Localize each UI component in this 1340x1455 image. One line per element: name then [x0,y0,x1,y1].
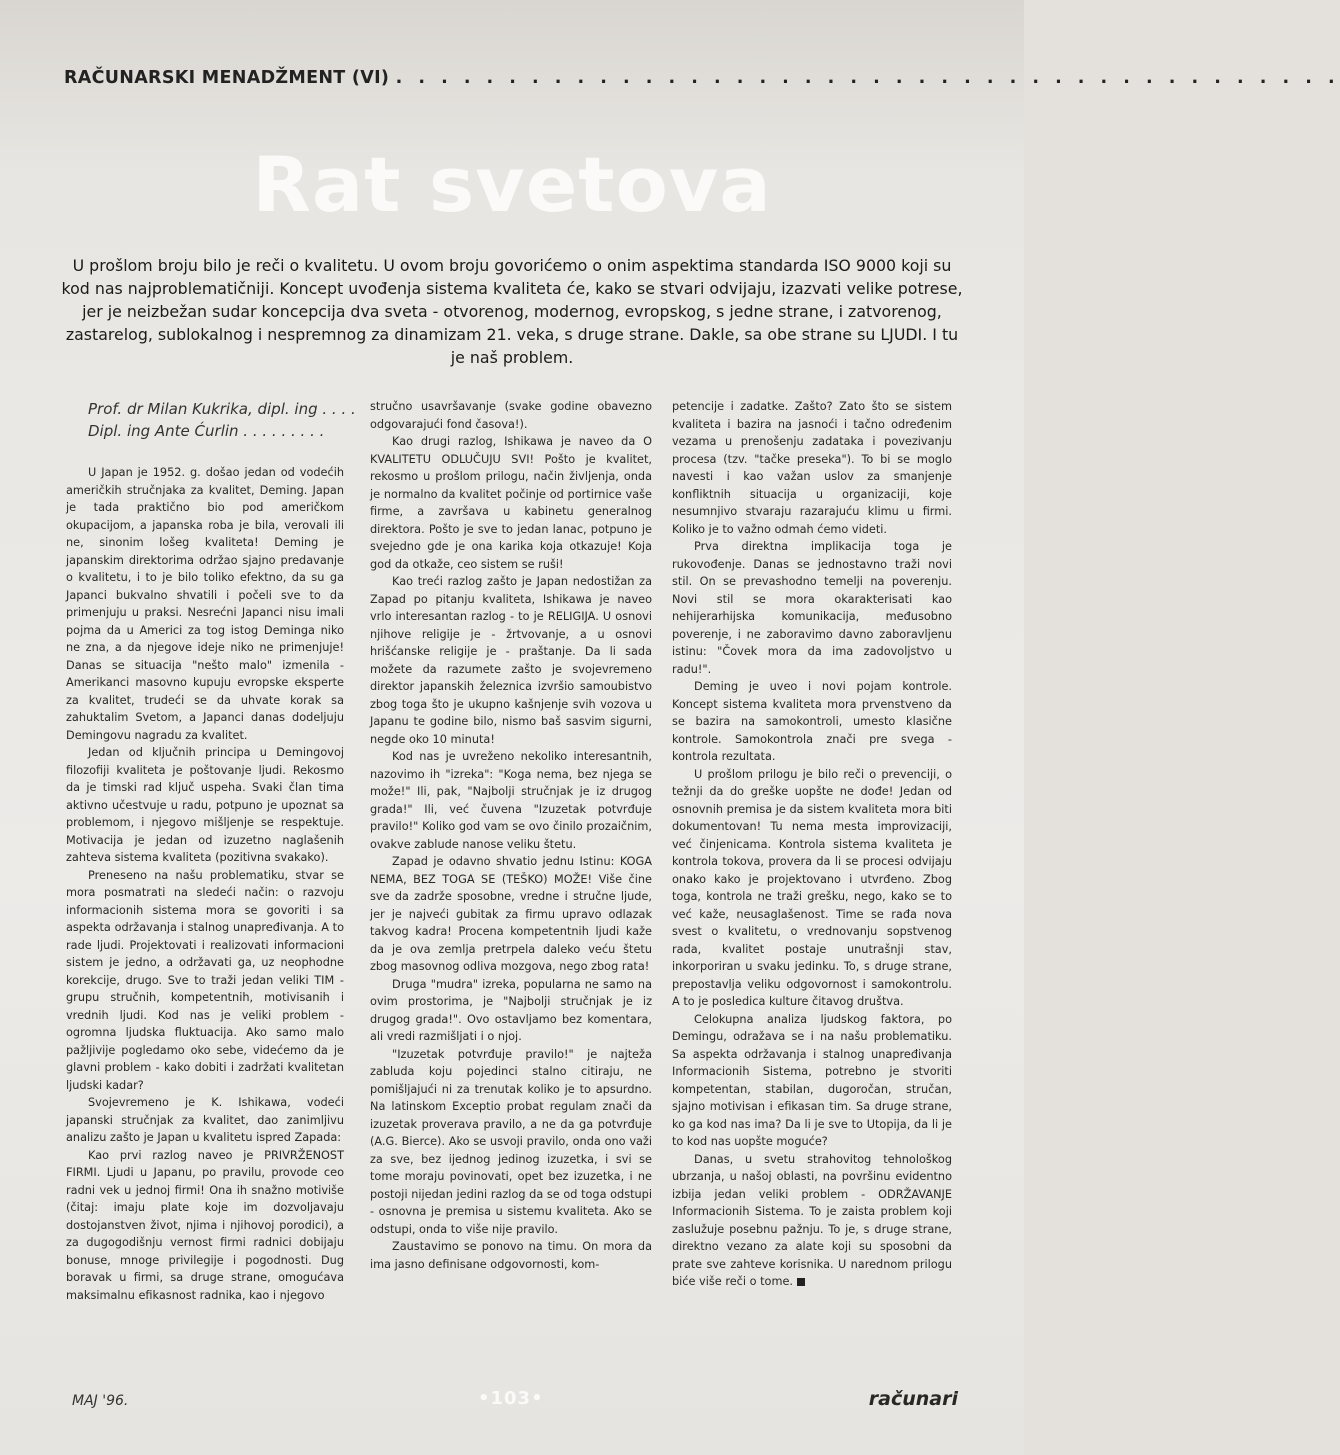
author-2: Dipl. ing Ante Ćurlin . . . . . . . . . [88,422,325,440]
column-2 [370,398,652,1273]
paragraph: Jedan od ključnih principa u Demingovoj filozofiji kvaliteta je poštovanje ljudi. Rekosmo da je timski rad ključ uspeha. Svaki član tima aktivno učestvuje u radu, potpuno je upoznat sa problemom, i njegovo mišljenje se respektuje. Motivacija je jedan od izuzetno naglašenih zahteva sistema kvaliteta (pozitivna svakako). [66,746,344,864]
paragraph: Zapad je odavno shvatio jednu Istinu: KOGA NEMA, BEZ TOGA SE (TEŠKO) MOŽE! Više čine sve da zadrže sposobne, vredne i stručne ljude, jer je najveći gubitak za firmu upravo odlazak takvog kadra! Procena kompetentnih ljudi kaže da je ova zemlja pretrpela daleko veću štetu zbog masovnog odliva mozgova, nego zbog rata! [370,855,652,973]
series-title: RAČUNARSKI MENADŽMENT (VI) [64,68,390,88]
paragraph: Prva direktna implikacija toga je rukovođenje. Danas se jednostavno traži novi stil. On se prevashodno temelji na poverenju. Novi stil se mora okarakterisati kao nehijerarhijska komunikacija, međusobno poverenje, i ne zaboravimo davno zaboravljenu istinu: "Čovek mora da ima zadovoljstvo u radu!". [672,540,952,676]
paragraph: stručno usavršavanje (svake godine obavezno odgovarajući fond časova!). [370,400,652,431]
paragraph: Deming je uveo i novi pojam kontrole. Koncept sistema kvaliteta mora prvenstveno da se bazira na samokontroli, umesto klasične kontrole. Samokontrola znači pre svega - kontrola rezultata. [672,680,952,763]
article-lead: U prošlom broju bilo je reči o kvalitetu. U ovom broju govorićemo o onim aspektima standarda ISO 9000 koji su kod nas najproblematičniji. Koncept uvođenja sistema kvaliteta će, kako se stvari odvijaju, izazvati velike potrese, jer je neizbežan sudar koncepcija dva sveta - otvorenog, modernog, evropskog, s jedne strane, i zatvorenog, zastarelog, sublokalnog i nespremnog za dinamizam 21. veka, s druge strane. Dakle, sa obe strane su LJUDI. I tu je naš problem. [61,256,963,367]
paragraph: U Japan je 1952. g. došao jedan od vodećih američkih stručnjaka za kvalitet, Deming. Japan je tada praktično bio pod američkom okupacijom, a japanska roba je bila, verovali ili ne, sinonim lošeg kvaliteta! Deming je japanskim direktorima održao sjajno predavanje o kvalitetu, i to je bilo toliko efektno, da su ga Japanci bukvalno shvatili i počeli sve to da primenjuju u praksi. Nesrećni Japanci nisu imali pojma da u Americi za tog istog Deminga niko ne zna, a da njegove ideje niko ne primenjuje! Danas se situacija "nešto malo" izmenila - Amerikanci masovno kupuju evropske eksperte za kvalitet, trudeći se da uhvate korak sa zahuktalim Svetom, a Japanci danas dodeljuju Demingovu nagradu za kvalitet. [66,466,344,742]
author-1: Prof. dr Milan Kukrika, dipl. ing . . . . [88,400,356,418]
author-block [66,398,356,442]
paragraph: Zaustavimo se ponovo na timu. On mora da ima jasno definisane odgovornosti, kom- [370,1240,652,1271]
end-of-article-mark [797,1278,805,1286]
header-dots: . . . . . . . . . . . . . . . . . . . . . . . . . . . . . . . . . . . . . . . . . . [395,68,1340,88]
paragraph: Celokupna analiza ljudskog faktora, po Demingu, odražava se i na našu problematiku. Sa aspekta održavanja i stalnog unapređivanja Informacionih Sistema, potrebno je stvoriti kompetentan, stabilan, dugoročan, stručan, sjajno motivisan i efikasan tim. Sa druge strane, ko ga kod nas ima? Da li je sve to Utopija, da li je to kod nas uopšte moguće? [672,1012,952,1148]
paragraph: Svojevremeno je K. Ishikawa, vodeći japanski stručnjak za kvalitet, dao zanimljivu analizu zašto je Japan u kvalitetu ispred Zapada: [66,1096,344,1144]
paragraph: Kao drugi razlog, Ishikawa je naveo da O KVALITETU ODLUČUJU SVI! Pošto je kvalitet, rekosmo u prošlom prilogu, način življenja, onda je normalno da kvalitet počinje od portirnice vaše firme, a završava u kabinetu generalnog direktora. Pošto je sve to jedan lanac, potpuno je svejedno gde je ona karika koja otkazuje! Koja god da otkaže, ceo sistem se ruši! [370,435,652,571]
paragraph: Kao prvi razlog naveo je PRIVRŽENOST FIRMI. Ljudi u Japanu, po pravilu, provode ceo radni vek u jednoj firmi! Ona ih snažno motiviše (čitaj: imaju plate koje im dozvoljavaju dostojanstven život, njima i njihovoj porodici), a za dugogodišnju vernost firmi radnici dobijaju bonuse, mnoge privilegije i pogodnosti. Dug boravak u firmi, sa druge strane, omogućava maksimalnu efikasnost radnika, kao i njegovo [66,1148,344,1302]
section-header [64,68,1340,88]
paragraph: Kod nas je uvreženo nekoliko interesantnih, nazovimo ih "izreka": "Koga nema, bez njega se može!" Ili, pak, "Najbolji stručnjak je iz drugog grada!" Ili, već čuvena "Izuzetak potvrđuje pravilo!" Koliko god vam se ovo činilo prozaičnim, ovakve zablude nanose veliku štetu. [370,750,652,851]
paragraph: Druga "mudra" izreka, popularna ne samo na ovim prostorima, je "Najbolji stručnjak je iz drugog grada!". Ovo ostavljamo bez komentara, ali vredi razmišljati i o njoj. [370,977,652,1043]
column-3 [672,398,952,1291]
article-title: Rat svetova [252,140,772,229]
paragraph: "Izuzetak potvrđuje pravilo!" je najteža zabluda koju pojedinci stalno citiraju, ne pomišljajući ni za trenutak koliko je to apsurdno. Na latinskom Exceptio probat regulam znači da izuzetak proverava pravilo, a ne da ga potvrđuje (A.G. Bierce). Ako se usvoji pravilo, onda ono važi za sve, bez ijednog jedinog izuzetka, i svi se tome moraju povinovati, opet bez izuzetka, i ne postoji nijedan jedini razlog da se od toga odstupi - osnovna je premisa u sistemu kvaliteta. Ako se odstupi, onda to više nije pravilo. [370,1047,652,1236]
column-1 [66,398,356,1304]
paragraph: U prošlom prilogu je bilo reči o prevenciji, o težnji da do greške uopšte ne dođe! Jedan od osnovnih premisa je da sistem kvaliteta mora biti dokumentovan! Tu nema mesta improvizaciji, već činjenicama. Kontrola sistema kvaliteta je kontrola tokova, provera da li se procesi odvijaju onako kako je projektovano i utvrđeno. Zbog toga, kontrola ne traži grešku, nego, kako se to već kaže, neusaglašenost. Time se rađa nova svest o kvalitetu, o vrednovanju sopstvenog rada, kvalitet postaje unutrašnji stav, inkorporiran u svaku jedinku. To, s druge strane, prepostavlja veliku odgovornost i samokontrolu. A to je posledica kulture čitavog društva. [672,767,952,1008]
paragraph: Preneseno na našu problematiku, stvar se mora posmatrati na sledeći način: o razvoju informacionih sistema mora se govoriti i sa aspekta održavanja i stalnog unapređivanja. A to rade ljudi. Projektovati i realizovati informacioni sistem je jedno, a održavati ga, uz neophodne korekcije, drugo. Sve to traži jedan veliki TIM - grupu stručnih, kompetentnih, motivisanih i vrednih ljudi. Kod nas je veliki problem - ogromna ljudska fluktuacija. Ako samo malo pažljivije pogledamo oko sebe, videćemo da je glavni problem - kako dobiti i zadržati kvalitetan ljudski kadar? [66,868,344,1092]
paragraph: Kao treći razlog zašto je Japan nedostižan za Zapad po pitanju kvaliteta, Ishikawa je naveo vrlo interesantan razlog - to je RELIGIJA. U osnovi njihove religije je - žrtvovanje, a u osnovi hrišćanske religije je - praštanje. Da li sada možete da razumete zašto je svojevremeno direktor japanskih železnica izvršio samoubistvo zbog toga što je ukupno kašnjenje svih vozova u Japanu te godine bilo, nismo baš sasvim sigurni, negde oko 10 minuta! [370,575,652,746]
issue-date: MAJ '96. [72,1393,129,1409]
paragraph-last [672,1151,952,1291]
magazine-brand: računari [868,1388,958,1410]
page-number: •103• [478,1388,544,1409]
paragraph-text: Danas, u svetu strahovitog tehnološkog ubrzanja, u našoj oblasti, na površinu evidentno izbija jedan veliki problem - ODRŽAVANJE Informacionih Sistema. To je zaista problem koji zaslužuje posebnu pažnju. To je, s druge strane, direktno vezano za alate koji su sposobni da prate sve zahteve korisnika. U narednom prilogu biće više reči o tome. [672,1152,952,1288]
paragraph: petencije i zadatke. Zašto? Zato što se sistem kvaliteta i bazira na jasnoći i tačno određenim vezama u prenošenju zadataka i povezivanju procesa (tzv. "tačke preseka"). To bi se moglo navesti i kao važan uslov za smanjenje konfliktnih situacija u organizaciji, koje nesumnjivo stvaraju razarajuću klimu u firmi. Koliko je to važno odmah ćemo videti. [672,400,952,536]
